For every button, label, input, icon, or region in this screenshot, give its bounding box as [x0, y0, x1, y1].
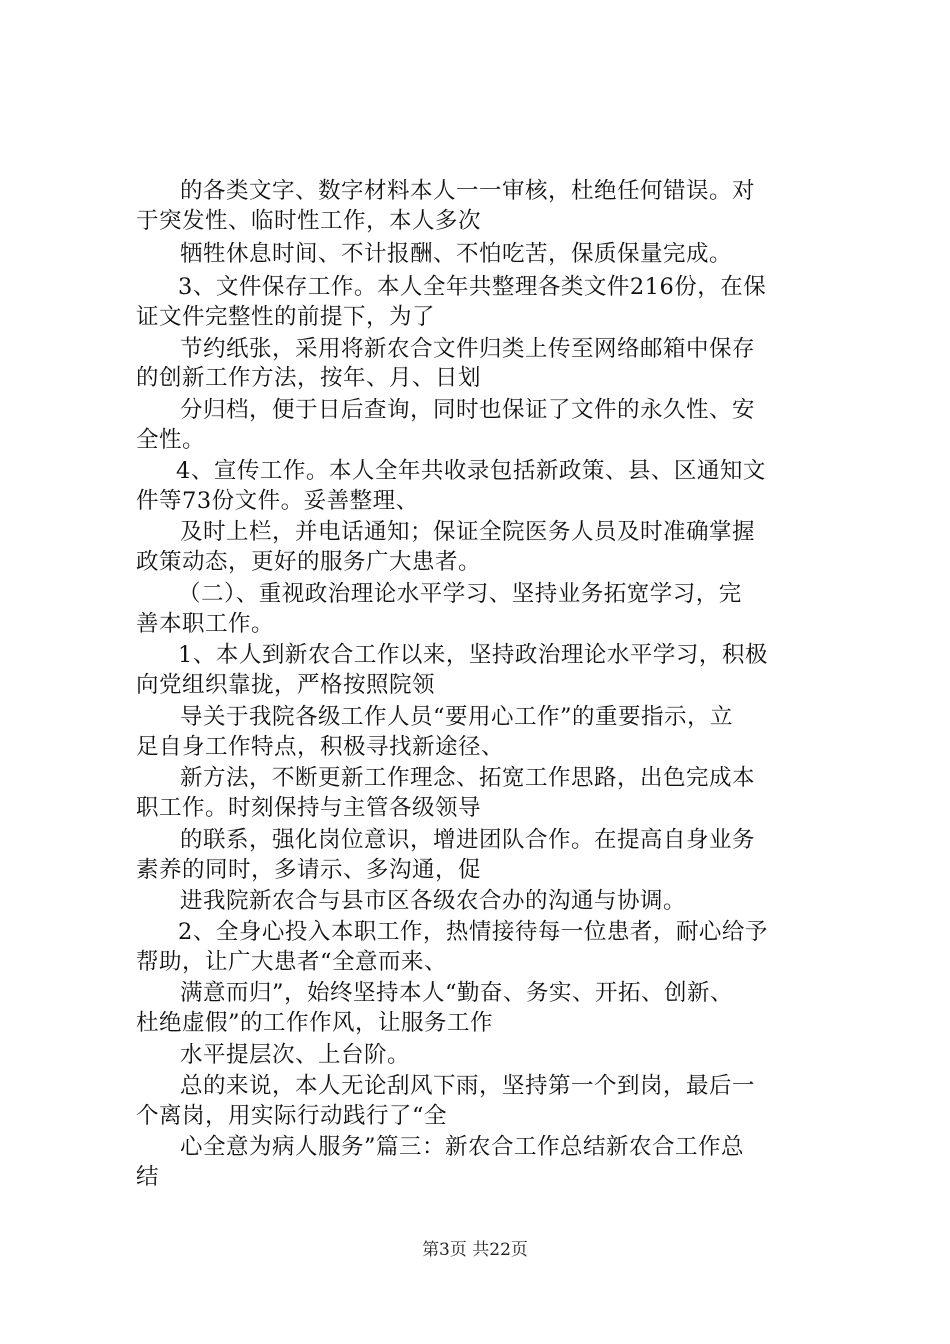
text-line: 素养的同时，多请示、多沟通，促: [136, 857, 482, 883]
text-line: 的联系，强化岗位意识，增进团队合作。在提高自身业务: [180, 827, 756, 853]
text-line: 牺牲休息时间、不计报酬、不怕吃苦，保质保量完成。: [180, 241, 733, 267]
text-line: 1、本人到新农合工作以来，坚持政治理论水平学习，积极: [178, 642, 768, 668]
text-line: 的各类文字、数字材料本人一一审核，杜绝任何错误。对: [180, 178, 756, 204]
text-line: 水平提层次、上台阶。: [180, 1042, 411, 1068]
text-line: 结: [136, 1164, 160, 1190]
text-line: 4、宣传工作。本人全年共收录包括新政策、县、区通知文: [176, 458, 766, 484]
text-line: 杜绝虚假”的工作作风，让服务工作: [136, 1010, 494, 1036]
text-line: 向党组织靠拢，严格按照院领: [136, 672, 436, 698]
text-line: 善本职工作。: [136, 611, 275, 637]
page-number-footer: 第3页 共22页: [422, 1240, 528, 1260]
text-line: 政策动态，更好的服务广大患者。: [136, 549, 482, 575]
text-line: 新方法，不断更新工作理念、拓宽工作思路，出色完成本: [180, 765, 756, 791]
text-line: 及时上栏，并电话通知；保证全院医务人员及时准确掌握: [180, 519, 756, 545]
text-line: 导关于我院各级工作人员“要用心工作”的重要指示，立: [180, 704, 734, 730]
text-line: 分归档，便于日后查询，同时也保证了文件的永久性、安: [180, 397, 756, 423]
text-line: 的创新工作方法，按年、月、日划: [136, 365, 482, 391]
section-heading: （二）、重视政治理论水平学习、坚持业务拓宽学习，完: [178, 581, 742, 607]
text-line: 心全意为病人服务”篇三：新农合工作总结新农合工作总: [180, 1134, 745, 1160]
text-line: 件等73份文件。妥善整理、: [136, 488, 419, 514]
text-line: 总的来说，本人无论刮风下雨，坚持第一个到岗，最后一: [180, 1073, 756, 1099]
text-line: 进我院新农合与县市区各级农合办的沟通与协调。: [180, 888, 687, 914]
text-line: 职工作。时刻保持与主管各级领导: [136, 795, 482, 821]
text-line: 帮助，让广大患者“全意而来、: [136, 949, 448, 975]
text-line: 证文件完整性的前提下，为了: [136, 304, 436, 330]
text-line: 节约纸张，采用将新农合文件归类上传至网络邮箱中保存: [180, 336, 756, 362]
text-line: 个离岗，用实际行动践行了“全: [136, 1103, 448, 1129]
text-line: 于突发性、临时性工作，本人多次: [136, 208, 482, 234]
text-line: 足自身工作特点，积极寻找新途径、: [136, 734, 505, 760]
text-line: 3、文件保存工作。本人全年共整理各类文件216份，在保: [178, 274, 767, 300]
text-line: 2、全身心投入本职工作，热情接待每一位患者，耐心给予: [178, 919, 768, 945]
text-line: 满意而归”，始终坚持本人“勤奋、务实、开拓、创新、: [180, 980, 734, 1006]
text-line: 全性。: [136, 427, 206, 453]
